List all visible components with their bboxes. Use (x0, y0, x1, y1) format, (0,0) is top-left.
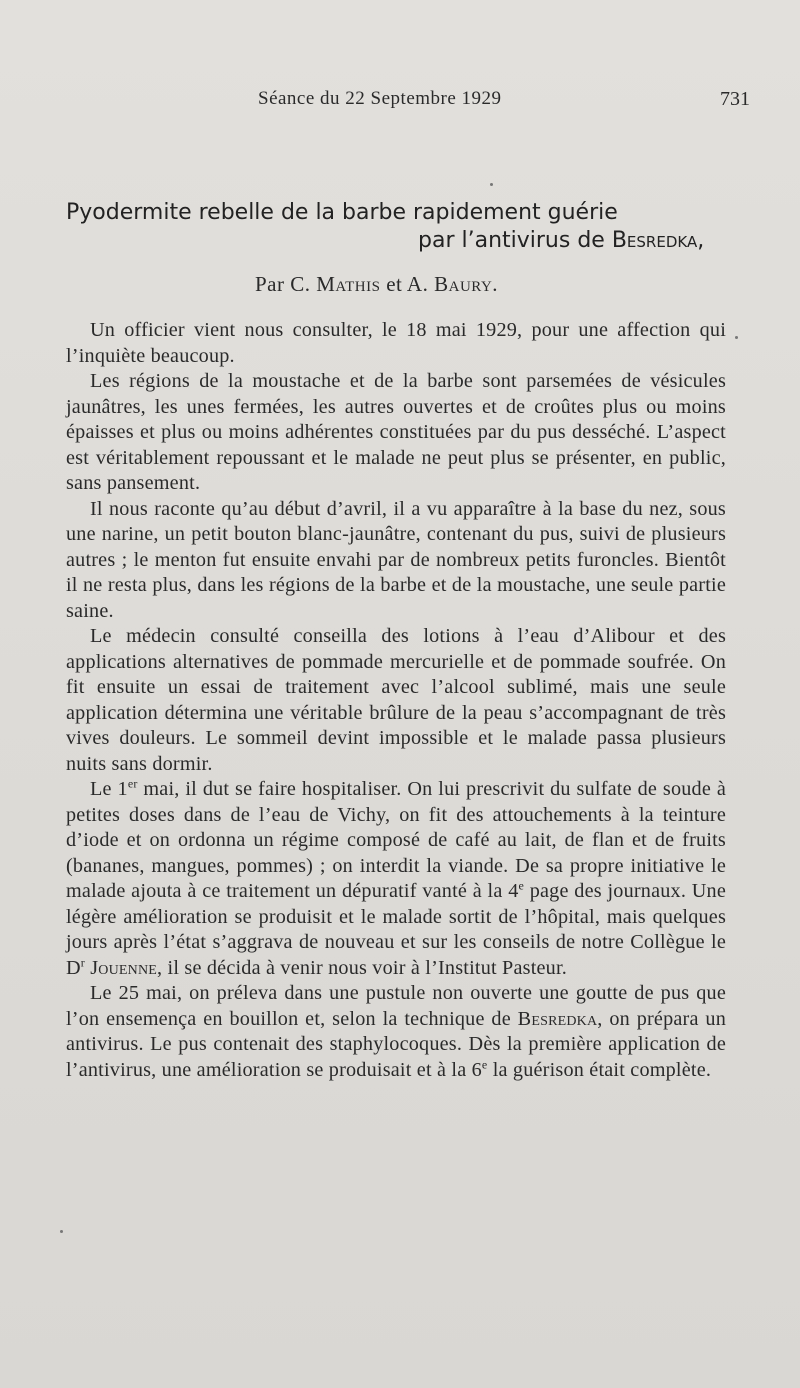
paragraph-3: Il nous raconte qu’au début d’avril, il a vu apparaître à la base du nez, sous une narine, un petit bouton blanc-jaunâtre, contenant du pus, suivi de plusieurs autres ; le menton fut ensuite envahi par de nombreux petits furoncles. Bientôt il ne resta plus, dans les régions de la barbe et de la moustache, une seule partie saine. (66, 497, 726, 622)
paragraph-2: Les régions de la moustache et de la barbe sont parsemées de vésicules jaunâtres, les unes fermées, les autres ouvertes et de croûtes plus ou moins épaisses et plus ou moins adhérentes constituées par du pus desséché. L’aspect est véritablement repoussant et le malade ne peut plus se présenter, en public, sans pansement. (66, 370, 726, 494)
besredka-name-body: Besredka (517, 1007, 598, 1030)
besredka-name: Besredka (611, 228, 698, 253)
paragraph-6: Le 25 mai, on préleva dans une pustule non ouverte une goutte de pus que l’on ensemença en bouillon et, selon la technique de Besredka, on prépara un antivirus. Le pus contenait des staphylocoques. Dès la première application de l’antivirus, une amélioration se produisait et à la 6e la guérison était complète. (66, 982, 727, 1081)
article-body (66, 318, 726, 1083)
jouenne-name: Jouenne (84, 956, 158, 979)
author-baury: Baury (434, 272, 493, 296)
running-head: Séance du 22 Septembre 1929 (258, 88, 502, 109)
author-mathis: Mathis (316, 272, 381, 296)
paper-speck (490, 183, 493, 186)
byline: Par C. Mathis et A. Baury. (255, 272, 499, 296)
article-title-line-1: Pyodermite rebelle de la barbe rapidement guérie (66, 200, 618, 225)
paragraph-1: Un officier vient nous consulter, le 18 mai 1929, pour une affection qui l’inquiète beaucoup. (66, 319, 726, 367)
paper-speck (735, 336, 738, 339)
paragraph-5: Le 1er mai, il dut se faire hospitaliser. On lui prescrivit du sulfate de soude à petites doses dans de l’eau de Vichy, on fit des attouchements à la teinture d’iode et on ordonna un régime composé de café au lait, de flan et de fruits (bananes, mangues, pommes) ; on interdit la viande. De sa propre initiative le malade ajouta à ce traitement un dépuratif vanté à la 4e page des journaux. Une légère amélioration se produisit et le malade sortit de l’hôpital, mais quelques jours après l’état s’aggrava de nouveau et sur les conseils de notre Collègue le $D^r$ Jouenne, il se décida à venir nous voir à l’Institut Pasteur. (66, 776, 726, 979)
page-number: 731 (720, 88, 750, 110)
article-title-line-2: par l’antivirus de Besredka, (418, 228, 705, 253)
paper-speck (60, 1230, 63, 1233)
paragraph-4: Le médecin consulté conseilla des lotions à l’eau d’Alibour et des applications alternatives de pommade mercurielle et de pommade soufrée. On fit ensuite un essai de traitement avec l’alcool sublimé, mais une seule application détermina une véritable brûlure de la peau s’accompagnant de très vives douleurs. Le sommeil devint impossible et le malade passa plusieurs nuits sans dormir. (66, 625, 726, 775)
